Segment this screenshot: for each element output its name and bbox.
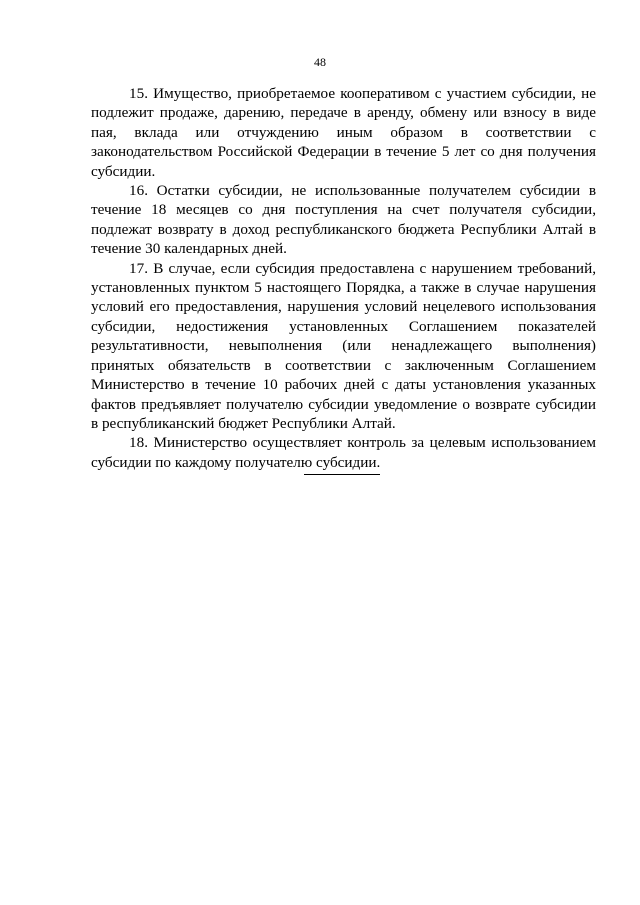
paragraph-15: 15. Имущество, приобретаемое кооперативом с участием субсидии, не подлежит продаже, дарению, передаче в аренду, обмену или взносу в виде пая, вклада или отчуждению иным образом в соответствии с законодательством Российской Федерации в течение 5 лет со дня получения субсидии.: [91, 85, 596, 180]
paragraph-16: 16. Остатки субсидии, не использованные получателем субсидии в течение 18 месяцев со дня поступления на счет получателя субсидии, подлежат возврату в доход республиканского бюджета Республики Алтай в течение 30 календарных дней.: [91, 182, 596, 258]
document-body: [91, 84, 596, 472]
page-number: 48: [314, 55, 326, 69]
paragraph-18: 18. Министерство осуществляет контроль за целевым использованием субсидии по каждому получателю субсидии.: [91, 434, 596, 471]
paragraph-17: 17. В случае, если субсидия предоставлена с нарушением требований, установленных пунктом 5 настоящего Порядка, а также в случае нарушения условий его предоставления, нарушения условий нецелевого использования субсидии, недостижения установленных Соглашением показателей результативности, невыполнения (или ненадлежащего выполнения) принятых обязательств в соответствии с заключенным Соглашением Министерство в течение 10 рабочих дней с даты установления указанных фактов предъявляет получателю субсидии уведомление о возврате субсидии в республиканский бюджет Республики Алтай.: [91, 259, 596, 432]
end-of-document-rule: [304, 474, 380, 475]
